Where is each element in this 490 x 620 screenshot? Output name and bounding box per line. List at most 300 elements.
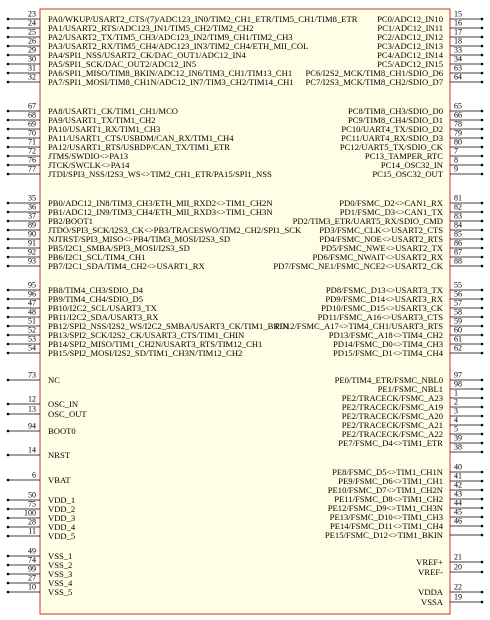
pin-number: 75 [28, 499, 36, 509]
pin-number: 32 [28, 72, 36, 82]
pin-number: 38 [454, 442, 462, 452]
pin-end-dot [7, 256, 10, 259]
pin-end-dot [7, 155, 10, 158]
pin-end-dot [7, 564, 10, 567]
pin-number: 74 [28, 555, 36, 565]
pin-label: PA11/USART1_CTS/USBDM/CAN_RX/TIM1_CH4 [48, 133, 234, 143]
pin-end-dot [481, 415, 484, 418]
pin-label: PC0/ADC12_IN10 [377, 14, 443, 24]
pin-end-dot [7, 430, 10, 433]
pin-label: VSS_4 [48, 578, 73, 588]
pin-label: PA5/SPI1_SCK/DAC_OUT2/ADC12_IN5 [48, 59, 197, 69]
pin-label: PB14/SPI2_MISO/TIM1_CH2N/USART3_RTS/TIM12_CH1 [48, 339, 263, 349]
pin-label: PB1/ADC12_IN9/TIM3_CH4/ETH_MII_RXD3<>TIM1_CH3N [48, 207, 273, 217]
pin-number: 45 [454, 507, 462, 517]
pin-label: PC14_OSC32_IN [380, 160, 443, 170]
pin-end-dot [481, 238, 484, 241]
pin-number: 57 [454, 298, 462, 308]
pin-label: PA2/USART2_TX/TIM5_CH3/ADC123_IN2/TIM9_CH1/TIM2_CH3 [48, 32, 293, 42]
pin-label: PC5/ADC12_IN15 [377, 59, 443, 69]
pin-number: 6 [32, 470, 36, 480]
pin-number: 3 [454, 406, 458, 416]
pin-end-dot [481, 424, 484, 427]
pin-end-dot [481, 516, 484, 519]
pin-end-dot [7, 343, 10, 346]
pin-label: PA0/WKUP/USART2_CTS/(7)/ADC123_IN0/TIM2_CH1_ETR/TIM5_CH1/TIM8_ETR [48, 14, 358, 24]
pin-label: PC2/ADC12_IN12 [377, 32, 443, 42]
pin-label: OSC_IN [48, 399, 79, 409]
pin-label: JTDI/SPI3_NSS/I2S3_WS<>TIM2_CH1_ETR/PA15/SPI1_NSS [48, 169, 272, 179]
pin-end-dot [7, 316, 10, 319]
pin-label: PA9/USART1_TX/TIM1_CH2 [48, 115, 156, 125]
pin-label: PB9/TIM4_CH4/SDIO_D5 [48, 294, 144, 304]
pin-number: 10 [28, 582, 36, 592]
pin-end-dot [481, 81, 484, 84]
pin-number: 67 [28, 101, 36, 111]
pin-label: PC7/I2S3_MCK/TIM8_CH2/SDIO_D7 [305, 77, 443, 87]
pin-number: 55 [454, 280, 462, 290]
pin-label: PD5/FSMC_NWE<>USART2_TX [321, 243, 443, 253]
pin-label: PA1/USART2_RTS/ADC123_IN1/TIM5_CH2/TIM2_CH2 [48, 23, 254, 33]
pin-number: 17 [454, 27, 462, 37]
pin-label: PE2/TRACECK/FSMC_A22 [341, 429, 443, 439]
pin-end-dot [481, 265, 484, 268]
pin-end-dot [7, 229, 10, 232]
pin-end-dot [7, 247, 10, 250]
pin-label: VREF- [418, 567, 443, 577]
pin-label: PB8/TIM4_CH3/SDIO_D4 [48, 285, 144, 295]
pin-end-dot [481, 433, 484, 436]
pin-label: VDDA [418, 587, 443, 597]
pin-number: 12 [28, 394, 36, 404]
pin-label: PE2/TRACECK/FSMC_A23 [341, 393, 443, 403]
pin-end-dot [481, 442, 484, 445]
pin-end-dot [7, 36, 10, 39]
pin-end-dot [481, 507, 484, 510]
pin-number: 72 [28, 146, 36, 156]
pin-end-dot [481, 72, 484, 75]
pin-label: PE1/FSMC_NBL1 [377, 384, 443, 394]
pin-label: VDD_1 [48, 495, 76, 505]
pin-label: PC4/ADC12_IN14 [377, 50, 443, 60]
pin-end-dot [7, 110, 10, 113]
pin-end-dot [7, 81, 10, 84]
pin-end-dot [481, 534, 484, 537]
pin-number: 27 [28, 573, 36, 583]
pin-label: PD14/FSMC_D0<>TIM4_CH3 [333, 339, 443, 349]
pin-end-dot [481, 289, 484, 292]
pin-end-dot [7, 307, 10, 310]
pin-number: 73 [28, 370, 36, 380]
pin-label: VDD_2 [48, 504, 76, 514]
pin-number: 100 [24, 508, 36, 518]
pin-end-dot [7, 379, 10, 382]
pin-end-dot [481, 54, 484, 57]
pin-label: PB15/SPI2_MOSI/I2S2_SD/TIM1_CH3N/TIM12_CH2 [48, 348, 243, 358]
pin-label: PC13_TAMPER_RTC [364, 151, 443, 161]
pin-label: NC [48, 375, 60, 385]
pin-number: 29 [28, 45, 36, 55]
pin-end-dot [7, 164, 10, 167]
pin-end-dot [7, 403, 10, 406]
pin-label: PD8/FSMC_D13<>USART3_TX [325, 285, 443, 295]
pin-number: 66 [454, 110, 462, 120]
pin-label: PD0/FSMC_D2<>CAN1_RX [339, 198, 443, 208]
pin-label: PA12/USART1_RTS/USBDP/CAN_TX/TIM1_ETR [48, 142, 231, 152]
pin-end-dot [7, 45, 10, 48]
pin-end-dot [481, 128, 484, 131]
pin-end-dot [7, 413, 10, 416]
pin-label: PD6/FSMC_NWAIT<>USART2_RX [312, 252, 443, 262]
pin-end-dot [481, 164, 484, 167]
pin-label: VDD_3 [48, 513, 76, 523]
pin-label: JTCK/SWCLK<>PA14 [48, 160, 130, 170]
pin-end-dot [7, 146, 10, 149]
pin-label: PD11/FSMC_A16<>USART3_CTS [317, 312, 443, 322]
pin-number: 78 [454, 119, 462, 129]
pin-end-dot [7, 352, 10, 355]
pin-end-dot [7, 555, 10, 558]
pin-number: 87 [454, 247, 462, 257]
pin-number: 79 [454, 128, 462, 138]
pin-end-dot [481, 471, 484, 474]
pin-label: PB5/I2C1_SMBA/SPI3_MOSI/I2S3_SD [48, 243, 190, 253]
pin-number: 42 [454, 480, 462, 490]
pin-label: PD15/FSMC_D1<>TIM4_CH4 [333, 348, 443, 358]
pin-label: PB6/I2C1_SCL/TIM4_CH1 [48, 252, 146, 262]
pin-end-dot [481, 343, 484, 346]
pin-label: JTDO/SPI3_SCK/I2S3_CK<>PB3/TRACESWO/TIM2_CH2/SPI1_SCK [48, 225, 302, 235]
pin-number: 34 [454, 54, 462, 64]
pin-end-dot [481, 110, 484, 113]
pin-label: PA4/SPI1_NSS/USART2_CK/DAC_OUT1/ADC12_IN4 [48, 50, 246, 60]
pin-end-dot [481, 229, 484, 232]
pin-label: PC1/ADC12_IN11 [377, 23, 443, 33]
pin-number: 63 [454, 63, 462, 73]
pin-label: PA7/SPI1_MOSI/TIM8_CH1N/ADC12_IN7/TIM3_CH2/TIM14_CH1 [48, 77, 294, 87]
pin-label: PB13/SPI2_SCK/I2S2_CK/USART3_CTS/TIM1_CHIN [48, 330, 245, 340]
pin-label: PB11/I2C2_SDA/USART3_RX [48, 312, 159, 322]
pin-number: 31 [28, 63, 36, 73]
pin-end-dot [481, 316, 484, 319]
pin-number: 21 [454, 552, 462, 562]
pin-end-dot [481, 137, 484, 140]
pin-number: 86 [454, 238, 462, 248]
pin-number: 94 [28, 421, 36, 431]
pin-label: PE9/FSMC_D6<>TIM1_CH1 [338, 476, 443, 486]
pin-end-dot [481, 571, 484, 574]
pin-number: 35 [28, 193, 36, 203]
pin-end-dot [481, 220, 484, 223]
pin-number: 84 [454, 220, 462, 230]
pin-number: 71 [28, 137, 36, 147]
pin-number: 25 [28, 27, 36, 37]
pin-end-dot [481, 406, 484, 409]
pin-end-dot [481, 601, 484, 604]
pin-label: PE12/FSMC_D9<>TIM1_CH3N [327, 503, 443, 513]
pin-end-dot [481, 119, 484, 122]
pin-end-dot [481, 561, 484, 564]
pin-end-dot [481, 211, 484, 214]
pin-number: 62 [454, 343, 462, 353]
pin-label: OSC_OUT [48, 409, 87, 419]
pin-label: PE13/FSMC_D10<>TIM1_CH3 [329, 512, 443, 522]
pin-end-dot [7, 265, 10, 268]
pin-end-dot [7, 173, 10, 176]
pin-end-dot [7, 18, 10, 21]
pin-label: JTMS/SWDIO<>PA13 [48, 151, 129, 161]
pin-label: NRST [48, 450, 70, 460]
pin-number: 70 [28, 128, 36, 138]
pin-label: PD7/FSMC_NE1/FSMC_NCE2<>USART2_CK [273, 261, 443, 271]
pin-end-dot [481, 146, 484, 149]
pin-number: 81 [454, 193, 462, 203]
pin-end-dot [7, 202, 10, 205]
pin-label: PC15_OSC32_OUT [372, 169, 443, 179]
pin-number: 64 [454, 72, 462, 82]
pin-label: VBAT [48, 475, 71, 485]
pin-label: PD12/FSMC_A17<>TIM4_CH1/USART3_RTS [274, 321, 443, 331]
pin-label: PC10/UART4_TX/SDIO_D2 [341, 124, 443, 134]
pin-label: PC9/TIM8_CH4/SDIO_D1 [347, 115, 443, 125]
pin-label: PE2/TRACECK/FSMC_A21 [341, 420, 443, 430]
pin-number: 43 [454, 489, 462, 499]
pin-number: 14 [28, 445, 36, 455]
pin-number: 18 [454, 36, 462, 46]
pin-end-dot [481, 298, 484, 301]
pin-label: PE7/FSMC_D4<>TIM1_ETR [338, 438, 443, 448]
extra-pin-group [450, 443, 483, 454]
pin-number: 20 [454, 562, 462, 572]
pin-number: 37 [28, 211, 36, 221]
pin-number: 89 [28, 220, 36, 230]
pin-end-dot [481, 334, 484, 337]
pin-end-dot [481, 27, 484, 30]
pin-end-dot [7, 582, 10, 585]
pin-label: PC3/ADC12_IN13 [377, 41, 443, 51]
pin-number: 39 [454, 433, 462, 443]
pin-number: 40 [454, 462, 462, 472]
pin-end-dot [7, 334, 10, 337]
pin-end-dot [7, 454, 10, 457]
pin-end-dot [7, 526, 10, 529]
pin-number: 65 [454, 101, 462, 111]
pin-end-dot [7, 54, 10, 57]
pin-number: 92 [28, 247, 36, 257]
pin-number: 15 [454, 9, 462, 19]
pin-end-dot [7, 517, 10, 520]
pin-label: PA3/USART2_RX/TIM5_CH4/ADC123_IN3/TIM2_CH4/ETH_MII_COL [48, 41, 309, 51]
pin-label: PA8/USART1_CK/TIM1_CH1/MCO [48, 106, 179, 116]
pin-number: 28 [28, 517, 36, 527]
pin-label: PC12/UART5_TX/SDIO_CK [339, 142, 443, 152]
pin-number: 85 [454, 229, 462, 239]
pin-number: 49 [28, 546, 36, 556]
pin-label: VSS_2 [48, 560, 73, 570]
pin-end-dot [481, 247, 484, 250]
pin-end-dot [481, 379, 484, 382]
pin-end-dot [7, 499, 10, 502]
pin-number: 7 [454, 146, 458, 156]
pin-end-dot [481, 388, 484, 391]
pin-number: 30 [28, 54, 36, 64]
pin-label: PB2/BOOT1 [48, 216, 93, 226]
pin-number: 93 [28, 256, 36, 266]
pin-number: 53 [28, 334, 36, 344]
pin-end-dot [481, 307, 484, 310]
pin-label: VDD_4 [48, 522, 76, 532]
pin-label: PE10/FSMC_D7<>TIM1_CH2N [327, 485, 443, 495]
pin-end-dot [7, 27, 10, 30]
pin-number: 5 [454, 424, 458, 434]
pin-number: 52 [28, 325, 36, 335]
pin-end-dot [481, 63, 484, 66]
pin-end-dot [481, 173, 484, 176]
pin-end-dot [481, 155, 484, 158]
pin-number: 91 [28, 238, 36, 248]
pin-end-dot [7, 298, 10, 301]
pin-label: PD9/FSMC_D14<>USART3_RX [325, 294, 443, 304]
pin-number: 68 [28, 110, 36, 120]
pin-label: PE2/TRACECK/FSMC_A19 [341, 402, 443, 412]
pin-number: 47 [28, 298, 36, 308]
pin-label: VDD_5 [48, 531, 76, 541]
pin-number: 19 [454, 592, 462, 602]
pin-end-dot [481, 36, 484, 39]
pin-label: VSSA [421, 597, 443, 607]
pin-number: 56 [454, 289, 462, 299]
pin-number: 88 [454, 256, 462, 266]
pin-number: 98 [454, 379, 462, 389]
pin-end-dot [481, 480, 484, 483]
pin-end-dot [481, 498, 484, 501]
pin-label: PA10/USART1_RX/TIM1_CH3 [48, 124, 161, 134]
pin-number: 96 [28, 289, 36, 299]
pin-end-dot [7, 137, 10, 140]
pin-end-dot [7, 479, 10, 482]
pin-end-dot [7, 289, 10, 292]
pin-end-dot [7, 128, 10, 131]
pin-end-dot [7, 535, 10, 538]
pin-label: PE2/TRACECK/FSMC_A20 [341, 411, 443, 421]
pin-end-dot [481, 525, 484, 528]
pin-label: PD2/TIM3_ETR/UART5_RX/SDIO_CMD [292, 216, 443, 226]
pin-end-dot [7, 325, 10, 328]
pin-end-dot [7, 220, 10, 223]
pin-label: PE14/FSMC_D11<>TIM1_CH4 [330, 521, 443, 531]
pin-label: VSS_1 [48, 551, 73, 561]
pin-number: 58 [454, 307, 462, 317]
pin-number: 90 [28, 229, 36, 239]
pin-label: PB0/ADC12_IN8/TIM3_CH3/ETH_MII_RXD2<>TIM1_CH2N [48, 198, 273, 208]
pin-end-dot [481, 256, 484, 259]
pin-end-dot [481, 45, 484, 48]
pin-label: PE11/FSMC_D8<>TIM1_CH2 [334, 494, 443, 504]
pin-number: 76 [28, 155, 36, 165]
pin-label: PD3/FSMC_CLK<>USART2_CTS [319, 225, 443, 235]
pin-end-dot [481, 325, 484, 328]
pin-number: 33 [454, 45, 462, 55]
pin-number: 54 [28, 343, 36, 353]
pin-label: PA6/SPI1_MISO/TIM8_BKIN/ADC12_IN6/TIM3_CH1/TIM13_CH1 [48, 68, 293, 78]
pin-number: 23 [28, 9, 36, 19]
pin-number: 82 [454, 202, 462, 212]
pin-label: VREF+ [416, 557, 443, 567]
pin-number: 83 [454, 211, 462, 221]
pin-number: 80 [454, 137, 462, 147]
pin-end-dot [481, 591, 484, 594]
pin-end-dot [7, 72, 10, 75]
pin-end-dot [481, 18, 484, 21]
pin-label: BOOT0 [48, 426, 76, 436]
pin-label: PD1/FSMC_D3<>CAN1_TX [339, 207, 443, 217]
pin-label: PD10/FSMC_D15<>USART3_CK [321, 303, 443, 313]
pin-end-dot [7, 591, 10, 594]
pin-number: 4 [454, 415, 458, 425]
pin-label: PE8/FSMC_D5<>TIM1_CH1N [332, 467, 443, 477]
pin-label: PC8/TIM8_CH3/SDIO_D0 [347, 106, 443, 116]
pin-number: 9 [454, 164, 458, 174]
pin-label: PB12/SPI2_NSS/I2S2_WS/I2C2_SMBA/USART3_CK/TIM1_BKIN [48, 321, 289, 331]
pin-end-dot [481, 397, 484, 400]
pin-number: 2 [454, 397, 458, 407]
pin-end-dot [7, 119, 10, 122]
pin-number: 46 [454, 516, 462, 526]
pin-number: 13 [28, 404, 36, 414]
pin-end-dot [7, 508, 10, 511]
pin-number: 11 [28, 526, 36, 536]
pin-number: 8 [454, 155, 458, 165]
pin-end-dot [7, 63, 10, 66]
pin-label: NJTRST/SPI3_MISO<>PB4/TIM3_MOSI/I2S3_SD [48, 234, 231, 244]
pin-number: 22 [454, 582, 462, 592]
pin-number: 26 [28, 36, 36, 46]
pin-end-dot [7, 573, 10, 576]
pin-label: PD13/FSMC_A18<>TIM4_CH2 [328, 330, 443, 340]
pin-number: 97 [454, 370, 462, 380]
pin-number: 1 [454, 388, 458, 398]
pin-label: VSS_3 [48, 569, 73, 579]
pin-end-dot [7, 238, 10, 241]
pin-number: 50 [28, 490, 36, 500]
pin-label: PC11/UART4_RX/SDIO_D3 [341, 133, 443, 143]
pin-label: PE15/FSMC_D12<>TIM1_BKIN [324, 530, 443, 540]
pin-number: 16 [454, 18, 462, 28]
pin-end-dot [7, 211, 10, 214]
pin-label: PC6/I2S2_MCK/TIM8_CH1/SDIO_D6 [305, 68, 443, 78]
pin-number: 69 [28, 119, 36, 129]
pin-end-dot [481, 202, 484, 205]
pin-number: 48 [28, 307, 36, 317]
pin-number: 51 [28, 316, 36, 326]
pin-number: 59 [454, 316, 462, 326]
pin-label: PB10/I2C2_SCL/USART3_TX [48, 303, 157, 313]
pin-number: 77 [28, 164, 36, 174]
pin-number: 36 [28, 202, 36, 212]
pin-label: PE0/TIM4_ETR/FSMC_NBL0 [334, 375, 443, 385]
pin-number: 41 [454, 471, 462, 481]
pin-label: PB7/I2C1_SDA/TIM4_CH2<>USART1_RX [48, 261, 205, 271]
pin-number: 61 [454, 334, 462, 344]
pin-end-dot [481, 489, 484, 492]
pin-number: 44 [454, 498, 462, 508]
pin-number: 60 [454, 325, 462, 335]
pin-label: VSS_5 [48, 587, 73, 597]
pin-number: 24 [28, 18, 36, 28]
pin-number: 99 [28, 564, 36, 574]
pin-number: 95 [28, 280, 36, 290]
pin-end-dot [481, 352, 484, 355]
